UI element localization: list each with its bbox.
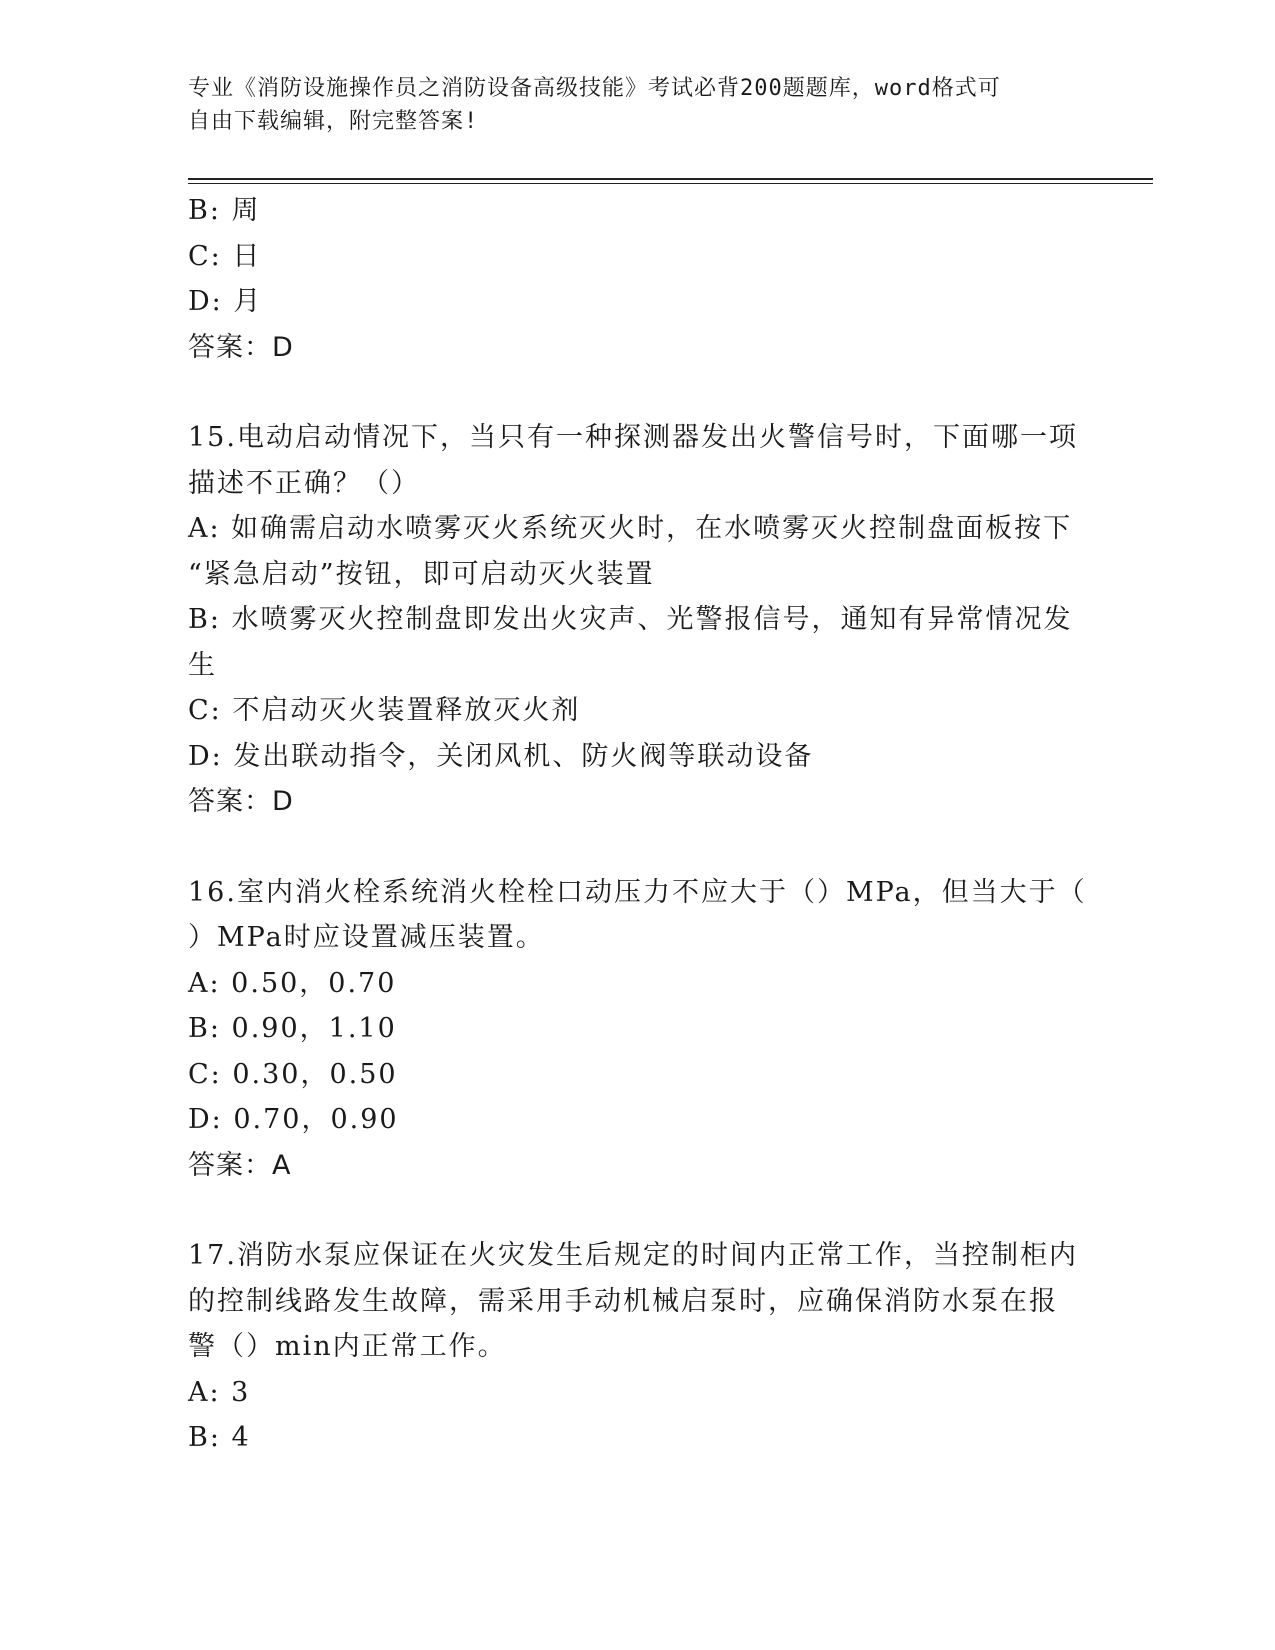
- question-stem-line: 15.电动启动情况下，当只有一种探测器发出火警信号时，下面哪一项: [188, 422, 1078, 453]
- option-b: B: 4: [188, 1422, 251, 1453]
- option-b: B: 周: [188, 195, 261, 226]
- header-divider-thin: [188, 183, 1153, 184]
- option-d: D: 0.70，0.90: [188, 1104, 399, 1135]
- question-gap: [188, 370, 1073, 415]
- question-content: [188, 188, 1087, 1461]
- option-d: D: 发出联动指令，关闭风机、防火阀等联动设备: [188, 740, 814, 772]
- option-b-line: B: 水喷雾灭火控制盘即发出火灾声、光警报信号，通知有异常情况发: [188, 604, 1073, 635]
- option-a: A: 0.50，0.70: [188, 967, 397, 999]
- option-d: D: 月: [188, 286, 263, 317]
- option-b-line: 生: [188, 649, 217, 681]
- option-c: C: 日: [188, 240, 262, 272]
- question-stem-line: 警（）min内正常工作。: [188, 1331, 507, 1362]
- header-line-1: 专业《消防设施操作员之消防设备高级技能》考试必背200题题库，word格式可: [188, 76, 1001, 101]
- header-line-2: 自由下载编辑，附完整答案!: [188, 109, 479, 134]
- document-header: [188, 72, 1068, 138]
- question-stem-line: 描述不正确？（）: [188, 467, 420, 499]
- option-a-line: “紧急启动”按钮，即可启动灭火装置: [188, 558, 655, 590]
- question-14-tail: [188, 188, 1073, 370]
- answer: 答案：D: [188, 786, 294, 817]
- option-c: C: 不启动灭火装置释放灭火剂: [188, 695, 581, 726]
- option-a: A: 3: [188, 1376, 251, 1408]
- option-c: C: 0.30，0.50: [188, 1058, 398, 1090]
- answer: 答案：D: [188, 331, 294, 363]
- question-gap: [188, 1188, 1073, 1233]
- question-stem-line: ）MPa时应设置减压装置。: [188, 922, 545, 953]
- header-divider-thick: [188, 178, 1153, 180]
- question-15: [188, 415, 1078, 825]
- question-stem-line: 的控制线路发生故障，需采用手动机械启泵时，应确保消防水泵在报: [188, 1285, 1058, 1317]
- question-16: [188, 870, 1087, 1189]
- option-b: B: 0.90，1.10: [188, 1013, 397, 1044]
- question-stem-line: 16.室内消火栓系统消火栓栓口动压力不应大于（）MPa，但当大于（: [188, 876, 1087, 908]
- question-17: [188, 1233, 1078, 1461]
- question-stem-line: 17.消防水泵应保证在火灾发生后规定的时间内正常工作，当控制柜内: [188, 1240, 1078, 1271]
- answer: 答案：A: [188, 1149, 292, 1181]
- option-a-line: A: 如确需启动水喷雾灭火系统灭火时，在水喷雾灭火控制盘面板按下: [188, 513, 1073, 544]
- question-gap: [188, 825, 1073, 870]
